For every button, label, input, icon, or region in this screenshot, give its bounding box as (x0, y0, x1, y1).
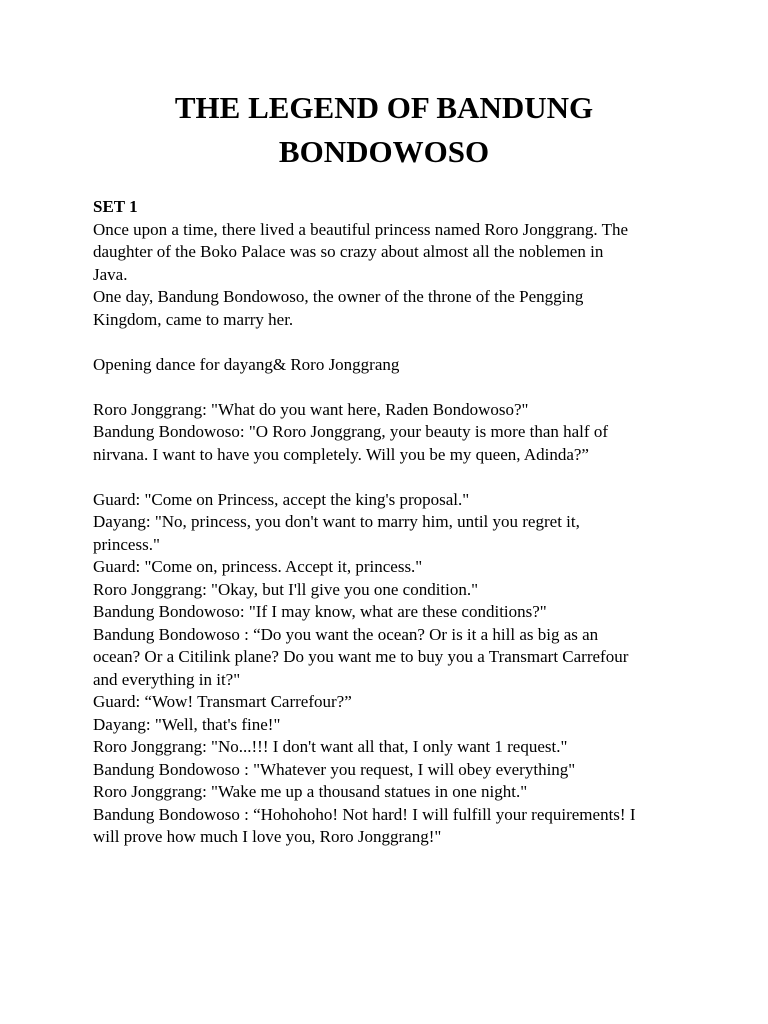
dialogue-line: ocean? Or a Citilink plane? Do you want me to buy you a Transmart Carrefour (93, 647, 629, 666)
paragraph-gap (93, 331, 693, 354)
dialogue-line: Guard: "Come on, princess. Accept it, princess." (93, 557, 423, 576)
dialogue-block-2 (93, 489, 693, 849)
dialogue-line: Bandung Bondowoso: "O Roro Jonggrang, your beauty is more than half of (93, 422, 608, 441)
stage-direction: Opening dance for dayang& Roro Jonggrang (93, 354, 400, 374)
dialogue-line: Bandung Bondowoso : “Hohohoho! Not hard! I will fulfill your requirements! I (93, 804, 636, 824)
text-line: One day, Bandung Bondowoso, the owner of the throne of the Pengging (93, 287, 584, 306)
dialogue-line: Bandung Bondowoso: "If I may know, what are these conditions?" (93, 602, 547, 621)
title-line-2: BONDOWOSO (278, 134, 490, 169)
dialogue-line: Bandung Bondowoso : “Do you want the ocean? Or is it a hill as big as an (93, 624, 599, 644)
set-heading: SET 1 (93, 197, 138, 216)
dialogue-line: Roro Jonggrang: "No...!!! I don't want all that, I only want 1 request." (93, 737, 568, 756)
dialogue-line: Roro Jonggrang: "What do you want here, Raden Bondowoso?" (93, 399, 529, 419)
dialogue-line: will prove how much I love you, Roro Jonggrang!" (93, 827, 442, 846)
text-line: daughter of the Boko Palace was so crazy about almost all the noblemen in (93, 242, 604, 261)
dialogue-line: and everything in it?" (93, 669, 241, 689)
dialogue-line: Bandung Bondowoso : "Whatever you request, I will obey everything" (93, 759, 576, 779)
text-line: Java. (93, 264, 128, 284)
text-line: Once upon a time, there lived a beautiful princess named Roro Jonggrang. The (93, 219, 629, 239)
dialogue-line: Roro Jonggrang: "Wake me up a thousand statues in one night." (93, 782, 528, 801)
paragraph-gap (93, 376, 693, 399)
intro-paragraph (93, 219, 693, 332)
paragraph-gap (93, 466, 693, 489)
text-line: Kingdom, came to marry her. (93, 309, 294, 329)
dialogue-line: nirvana. I want to have you completely. Will you be my queen, Adinda?” (93, 444, 589, 464)
dialogue-line: princess." (93, 534, 160, 554)
dialogue-block-1 (93, 399, 693, 467)
dialogue-line: Roro Jonggrang: "Okay, but I'll give you one condition." (93, 579, 479, 599)
document-body (93, 196, 693, 849)
dialogue-line: Guard: “Wow! Transmart Carrefour?” (93, 692, 352, 711)
title-line-1: THE LEGEND OF BANDUNG (174, 90, 594, 125)
dialogue-line: Dayang: "No, princess, you don't want to marry him, until you regret it, (93, 512, 580, 531)
document-title (60, 86, 708, 174)
dialogue-line: Dayang: "Well, that's fine!" (93, 714, 281, 734)
dialogue-line: Guard: "Come on Princess, accept the king's proposal." (93, 489, 470, 509)
